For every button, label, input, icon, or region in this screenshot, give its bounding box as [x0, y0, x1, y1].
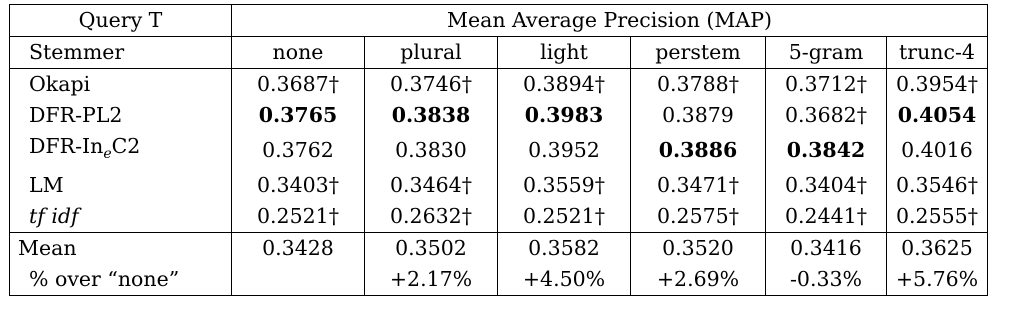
row-label: DFR-PL2	[10, 100, 232, 131]
table-cell-best: 0.3842	[766, 131, 887, 170]
table-cell: 0.3404†	[766, 170, 887, 201]
row-label: tf idf	[10, 201, 232, 233]
table-cell: 0.3788†	[631, 69, 766, 101]
pct-label: % over “none”	[10, 264, 232, 296]
table-cell-best: 0.3838	[365, 100, 498, 131]
table-cell: 0.3830	[365, 131, 498, 170]
results-table-container	[9, 4, 988, 296]
table-cell: 0.3952	[498, 131, 631, 170]
table-cell: 0.2441†	[766, 201, 887, 233]
table-cell-best: 0.3983	[498, 100, 631, 131]
table-cell: 0.2632†	[365, 201, 498, 233]
table-cell: 0.2555†	[887, 201, 988, 233]
pct-cell: +4.50%	[498, 264, 631, 296]
mean-label: Mean	[10, 233, 232, 265]
table-cell: 0.3762	[232, 131, 365, 170]
col-header-plural: plural	[365, 37, 498, 69]
row-label: LM	[10, 170, 232, 201]
table-cell: 0.3746†	[365, 69, 498, 101]
column-header-row	[10, 37, 988, 69]
mean-cell: 0.3428	[232, 233, 365, 265]
table-title-row	[10, 5, 988, 37]
table-cell: 0.3682†	[766, 100, 887, 131]
pct-cell: +5.76%	[887, 264, 988, 296]
table-cell: 0.3954†	[887, 69, 988, 101]
col-header-none: none	[232, 37, 365, 69]
table-row-mean	[10, 233, 988, 265]
table-row-pct-over-none	[10, 264, 988, 296]
pct-cell: +2.17%	[365, 264, 498, 296]
stemmer-header-cell: Stemmer	[10, 37, 232, 69]
mean-cell: 0.3582	[498, 233, 631, 265]
table-cell: 0.3403†	[232, 170, 365, 201]
pct-cell: +2.69%	[631, 264, 766, 296]
row-label-prefix: DFR-In	[29, 134, 104, 158]
pct-cell	[232, 264, 365, 296]
mean-cell: 0.3416	[766, 233, 887, 265]
table-cell: 0.4016	[887, 131, 988, 170]
col-header-light: light	[498, 37, 631, 69]
table-cell-best: 0.3886	[631, 131, 766, 170]
table-cell: 0.3546†	[887, 170, 988, 201]
table-row-okapi	[10, 69, 988, 101]
table-cell: 0.3464†	[365, 170, 498, 201]
col-header-perstem: perstem	[631, 37, 766, 69]
table-cell: 0.3712†	[766, 69, 887, 101]
table-cell: 0.3559†	[498, 170, 631, 201]
mean-cell: 0.3625	[887, 233, 988, 265]
table-row-tfidf	[10, 201, 988, 233]
row-label-subscript: e	[103, 146, 112, 163]
pct-cell: -0.33%	[766, 264, 887, 296]
table-cell: 0.3894†	[498, 69, 631, 101]
table-row-dfr-inec2	[10, 131, 988, 170]
table-cell-best: 0.3765	[232, 100, 365, 131]
table-cell: 0.2521†	[232, 201, 365, 233]
table-cell-best: 0.4054	[887, 100, 988, 131]
table-cell: 0.3687†	[232, 69, 365, 101]
table-row-lm	[10, 170, 988, 201]
map-header-cell: Mean Average Precision (MAP)	[232, 5, 988, 37]
table-cell: 0.2521†	[498, 201, 631, 233]
table-cell: 0.3879	[631, 100, 766, 131]
row-label	[10, 131, 232, 170]
map-results-table	[9, 4, 988, 296]
table-cell: 0.3471†	[631, 170, 766, 201]
col-header-trunc4: trunc-4	[887, 37, 988, 69]
mean-cell: 0.3502	[365, 233, 498, 265]
row-label-suffix: C2	[111, 134, 141, 158]
mean-cell: 0.3520	[631, 233, 766, 265]
query-header-cell: Query T	[10, 5, 232, 37]
table-cell: 0.2575†	[631, 201, 766, 233]
row-label: Okapi	[10, 69, 232, 101]
col-header-5gram: 5-gram	[766, 37, 887, 69]
table-row-dfr-pl2	[10, 100, 988, 131]
